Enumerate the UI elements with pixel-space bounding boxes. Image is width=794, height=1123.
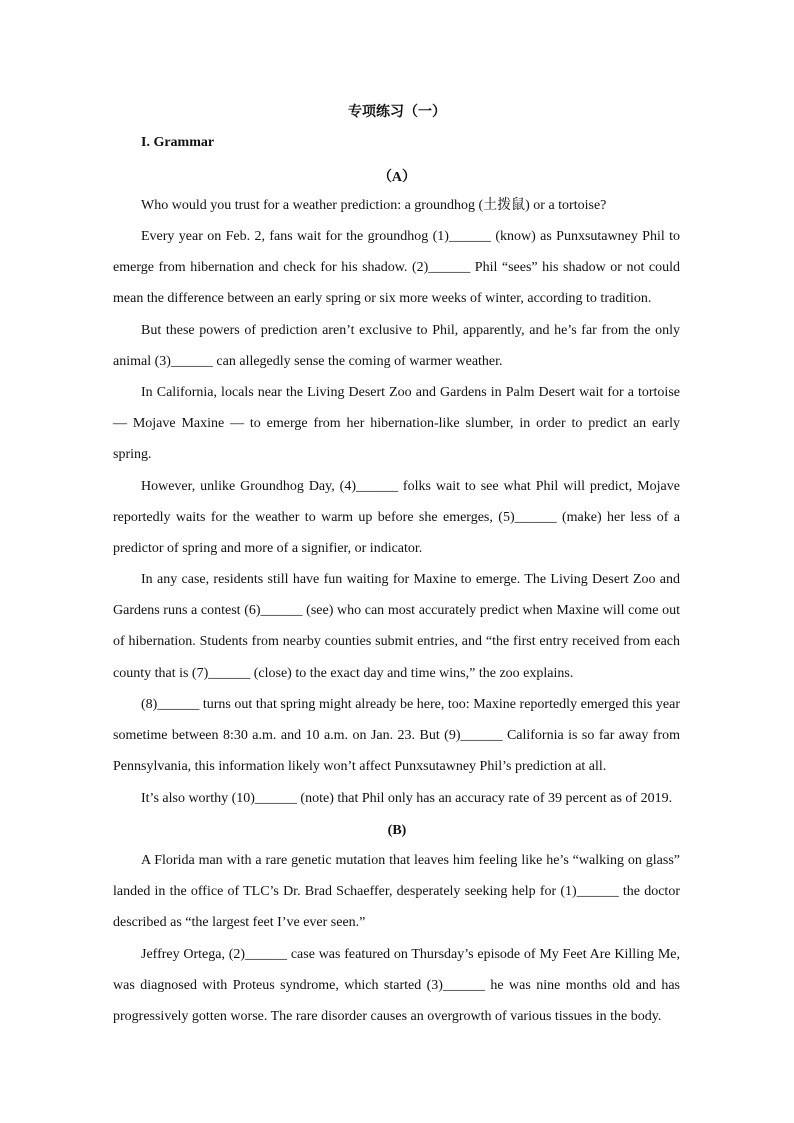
passage-a-paragraph-1: Who would you trust for a weather prediction: a groundhog (土拨鼠) or a tortoise? (141, 198, 607, 213)
passage-b-paragraph-2: Jeffrey Ortega, (2)______ case was featured on Thursday’s episode of My Feet Are Killing Me, was diagnosed with Proteus syndrome, which started (3)______ he was nine months old and has progressively gotten worse. The rare disorder causes an overgrowth of various tissues in the body. (113, 947, 680, 1025)
passage-b-paragraph-1: A Florida man with a rare genetic mutation that leaves him feeling like he’s “walking on glass” landed in the office of TLC’s Dr. Brad Schaeffer, desperately seeking help for (1)______ the doctor described as “the largest feet I’ve ever seen.” (113, 853, 680, 931)
passage-a-paragraph-4: In California, locals near the Living Desert Zoo and Gardens in Palm Desert wait for a tortoise — Mojave Maxine — to emerge from her hibernation-like slumber, in order to predict an early spring. (113, 385, 680, 463)
passage-b-label: (B) (387, 823, 407, 838)
passage-a-paragraph-6: In any case, residents still have fun waiting for Maxine to emerge. The Living Desert Zoo and Gardens runs a contest (6)______ (see) who can most accurately predict when Maxine will come out of hibernation. Students from nearby counties submit entries, and “the first entry received from each county that is (7)______ (close) to the exact day and time wins,” the zoo explains. (113, 572, 680, 681)
section-heading: I. Grammar (141, 135, 215, 150)
passage-a-paragraph-8: It’s also worthy (10)______ (note) that Phil only has an accuracy rate of 39 percent as of 2019. (141, 791, 673, 806)
passage-a-paragraph-5: However, unlike Groundhog Day, (4)______ folks wait to see what Phil will predict, Mojave reportedly waits for the weather to warm up before she emerges, (5)______ (make) her less of a predictor of spring and more of a signifier, or indicator. (113, 479, 680, 557)
passage-a-label: （A） (377, 170, 417, 185)
page-title: 专项练习（一） (348, 104, 446, 120)
passage-a-paragraph-7: (8)______ turns out that spring might already be here, too: Maxine reportedly emerged this year sometime between 8:30 a.m. and 10 a.m. on Jan. 23. But (9)______ California is so far away from Pennsylvania, this information likely won’t affect Punxsutawney Phil’s prediction at all. (113, 697, 680, 775)
passage-a-paragraph-2: Every year on Feb. 2, fans wait for the groundhog (1)______ (know) as Punxsutawney Phil to emerge from hibernation and check for his shadow. (2)______ Phil “sees” his shadow or not could mean the difference between an early spring or six more weeks of winter, according to tradition. (113, 229, 680, 307)
passage-a-paragraph-3: But these powers of prediction aren’t exclusive to Phil, apparently, and he’s far from the only animal (3)______ can allegedly sense the coming of warmer weather. (113, 323, 680, 370)
